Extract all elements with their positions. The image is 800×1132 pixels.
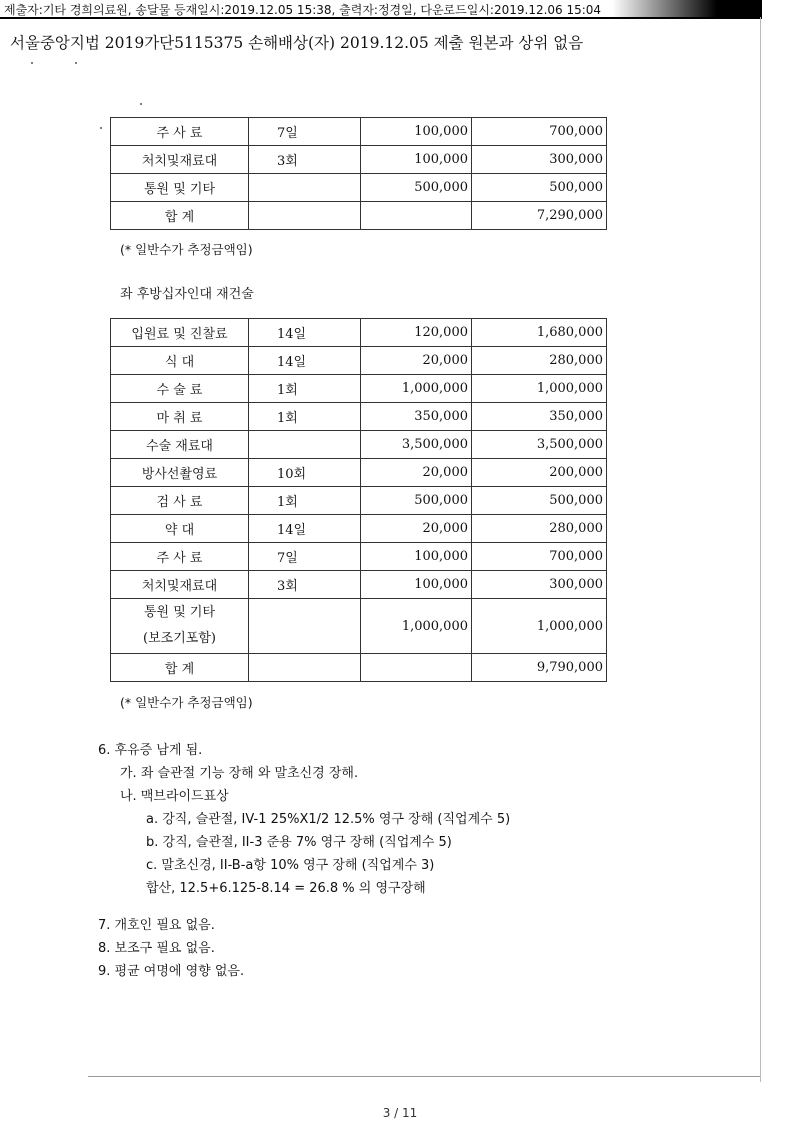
fee-qty: 3회 bbox=[249, 571, 361, 599]
list-item: b. 강직, 슬관절, II-3 준용 7% 영구 장해 (직업계수 5) bbox=[146, 835, 452, 850]
fee-qty: 1회 bbox=[249, 403, 361, 431]
fee-item: 주 사 료 bbox=[111, 118, 249, 146]
table-note: (* 일반수가 추정금액임) bbox=[120, 695, 253, 710]
fee-amount: 500,000 bbox=[472, 487, 607, 515]
fee-unit: 350,000 bbox=[361, 403, 472, 431]
table-note: (* 일반수가 추정금액임) bbox=[120, 242, 253, 257]
table-row bbox=[111, 543, 607, 571]
fee-unit: 20,000 bbox=[361, 459, 472, 487]
fee-unit: 100,000 bbox=[361, 543, 472, 571]
fee-item bbox=[111, 599, 249, 654]
document-meta-header: 제출자:기타 경희의료원, 송달물 등재일시:2019.12.05 15:38, 출력자:정경일, 다운로드일시:2019.12.06 15:04 bbox=[4, 3, 602, 17]
fee-amount: 700,000 bbox=[472, 543, 607, 571]
table-row-total bbox=[111, 654, 607, 682]
list-item: 가. 좌 슬관절 기능 장해 와 말초신경 장해. bbox=[120, 766, 359, 781]
fee-amount: 500,000 bbox=[472, 174, 607, 202]
page-number: 3 / 11 bbox=[382, 1106, 418, 1120]
scan-speck bbox=[100, 127, 102, 129]
list-item: 6. 후유증 남게 됨. bbox=[98, 743, 203, 758]
fee-qty: 14일 bbox=[249, 319, 361, 347]
fee-item: 통원 및 기타 bbox=[111, 174, 249, 202]
fee-qty: 3회 bbox=[249, 146, 361, 174]
fee-unit: 100,000 bbox=[361, 146, 472, 174]
table-row bbox=[111, 118, 607, 146]
fee-amount: 1,000,000 bbox=[472, 375, 607, 403]
fee-qty: 10회 bbox=[249, 459, 361, 487]
fee-amount: 3,500,000 bbox=[472, 431, 607, 459]
fee-item: 입원료 및 진찰료 bbox=[111, 319, 249, 347]
list-item: 8. 보조구 필요 없음. bbox=[98, 941, 215, 956]
fee-amount: 200,000 bbox=[472, 459, 607, 487]
table-row bbox=[111, 347, 607, 375]
list-item: c. 말초신경, II-B-a항 10% 영구 장해 (직업계수 3) bbox=[146, 858, 435, 873]
fee-qty bbox=[249, 654, 361, 682]
scan-speck bbox=[31, 62, 33, 64]
fee-item-line: 통원 및 기타 bbox=[143, 605, 216, 620]
fee-total-amount: 9,790,000 bbox=[472, 654, 607, 682]
fee-item: 주 사 료 bbox=[111, 543, 249, 571]
fee-item: 수술 재료대 bbox=[111, 431, 249, 459]
fee-unit: 20,000 bbox=[361, 515, 472, 543]
fee-item: 식 대 bbox=[111, 347, 249, 375]
scan-speck bbox=[140, 103, 142, 105]
fee-qty bbox=[249, 174, 361, 202]
fee-unit: 100,000 bbox=[361, 118, 472, 146]
fee-item: 약 대 bbox=[111, 515, 249, 543]
fee-item: 수 술 료 bbox=[111, 375, 249, 403]
fee-item: 처치및재료대 bbox=[111, 146, 249, 174]
list-item: 나. 맥브라이드표상 bbox=[120, 789, 229, 804]
fee-unit: 120,000 bbox=[361, 319, 472, 347]
fee-unit: 500,000 bbox=[361, 487, 472, 515]
fee-item: 방사선촬영료 bbox=[111, 459, 249, 487]
fee-total-amount: 7,290,000 bbox=[472, 202, 607, 230]
fee-qty: 7일 bbox=[249, 118, 361, 146]
table-row-total bbox=[111, 202, 607, 230]
page-edge-line bbox=[760, 17, 761, 1082]
table-row bbox=[111, 515, 607, 543]
fee-item: 합 계 bbox=[111, 654, 249, 682]
table-row bbox=[111, 431, 607, 459]
fee-item: 합 계 bbox=[111, 202, 249, 230]
court-case-line: 서울중앙지법 2019가단5115375 손해배상(자) 2019.12.05 제출 원본과 상위 없음 bbox=[10, 34, 584, 52]
fee-amount: 1,000,000 bbox=[472, 599, 607, 654]
section-title: 좌 후방십자인대 재건술 bbox=[120, 287, 254, 302]
fee-unit: 100,000 bbox=[361, 571, 472, 599]
fee-qty: 1회 bbox=[249, 487, 361, 515]
fee-qty: 14일 bbox=[249, 347, 361, 375]
table-row bbox=[111, 403, 607, 431]
fee-qty: 7일 bbox=[249, 543, 361, 571]
list-item: a. 강직, 슬관절, IV-1 25%X1/2 12.5% 영구 장해 (직업계수 5) bbox=[146, 812, 511, 827]
scan-speck bbox=[75, 62, 77, 64]
table-row bbox=[111, 174, 607, 202]
fee-amount: 1,680,000 bbox=[472, 319, 607, 347]
footer-divider bbox=[88, 1076, 760, 1077]
table-row bbox=[111, 319, 607, 347]
fee-unit bbox=[361, 654, 472, 682]
fee-item: 처치및재료대 bbox=[111, 571, 249, 599]
fee-qty bbox=[249, 202, 361, 230]
fee-unit: 3,500,000 bbox=[361, 431, 472, 459]
fee-qty: 14일 bbox=[249, 515, 361, 543]
fee-amount: 280,000 bbox=[472, 515, 607, 543]
fee-unit: 20,000 bbox=[361, 347, 472, 375]
fee-amount: 700,000 bbox=[472, 118, 607, 146]
fee-item: 마 취 료 bbox=[111, 403, 249, 431]
fee-qty: 1회 bbox=[249, 375, 361, 403]
fee-unit: 1,000,000 bbox=[361, 375, 472, 403]
fee-unit: 500,000 bbox=[361, 174, 472, 202]
fee-amount: 280,000 bbox=[472, 347, 607, 375]
fee-item: 검 사 료 bbox=[111, 487, 249, 515]
list-item: 9. 평균 여명에 영향 없음. bbox=[98, 964, 245, 979]
table-row bbox=[111, 146, 607, 174]
fee-item-line: (보조기포함) bbox=[143, 631, 216, 646]
table-row bbox=[111, 571, 607, 599]
list-item: 7. 개호인 필요 없음. bbox=[98, 918, 215, 933]
fee-amount: 350,000 bbox=[472, 403, 607, 431]
fee-unit: 1,000,000 bbox=[361, 599, 472, 654]
fee-qty bbox=[249, 431, 361, 459]
table-row bbox=[111, 487, 607, 515]
table-row bbox=[111, 459, 607, 487]
fee-table-2 bbox=[110, 318, 607, 682]
list-item: 합산, 12.5+6.125-8.14 = 26.8 % 의 영구장해 bbox=[146, 881, 426, 896]
table-row bbox=[111, 375, 607, 403]
fee-qty bbox=[249, 599, 361, 654]
table-row bbox=[111, 599, 607, 654]
fee-table-1 bbox=[110, 117, 607, 230]
fee-unit bbox=[361, 202, 472, 230]
fee-amount: 300,000 bbox=[472, 146, 607, 174]
fee-amount: 300,000 bbox=[472, 571, 607, 599]
